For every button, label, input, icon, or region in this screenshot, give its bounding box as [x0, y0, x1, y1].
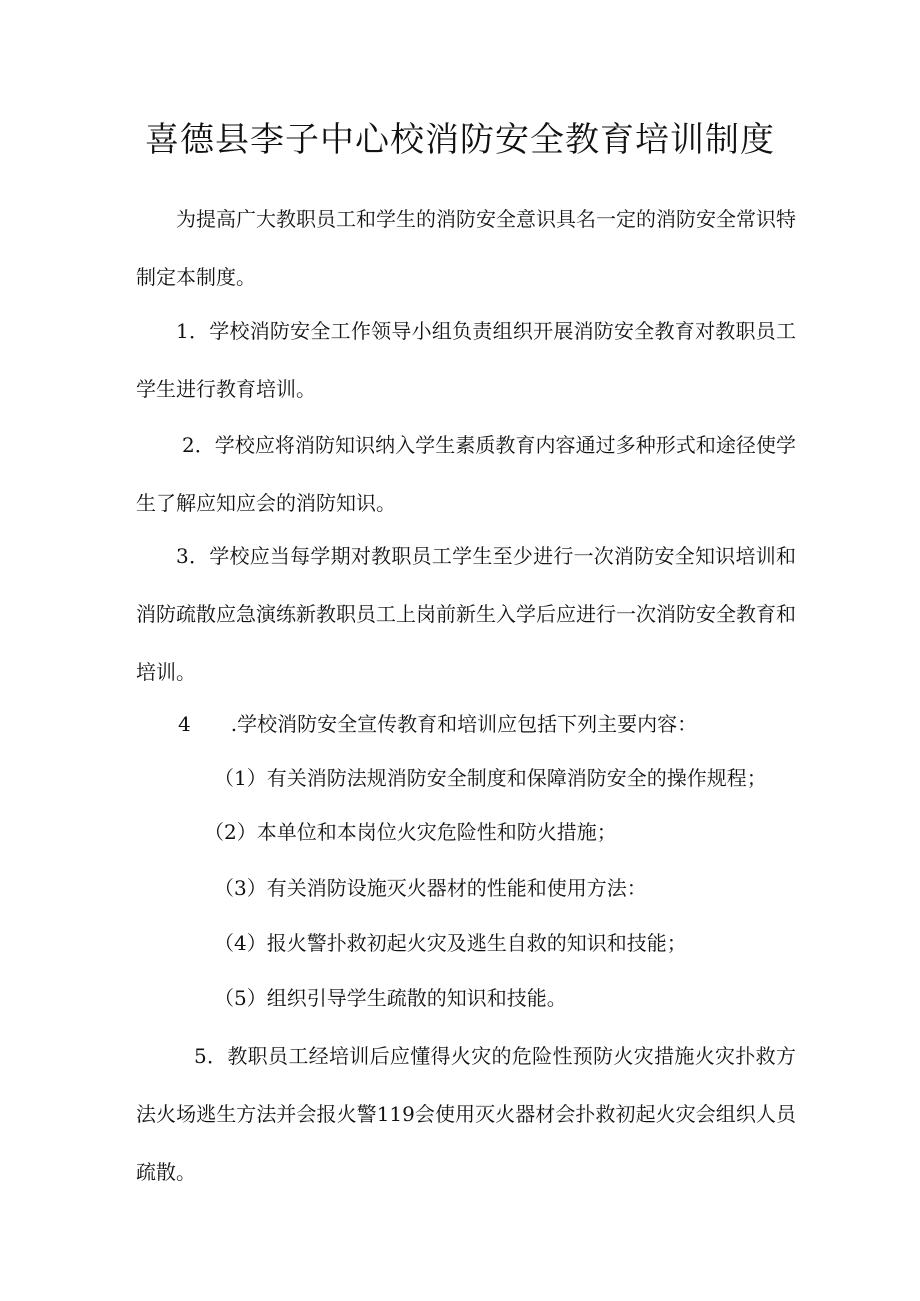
sub-item-5: （5）组织引导学生疏散的知识和技能。	[214, 986, 567, 1010]
rule-3-paragraph: 3．学校应当每学期对教职员工学生至少进行一次消防安全知识培训和消防疏散应急演练新教职员工上岗前新生入学后应进行一次消防安全教育和培训。	[136, 544, 796, 684]
rule-5-paragraph: 5．教职员工经培训后应懂得火灾的危险性预防火灾措施火灾扑救方法火场逃生方法并会报火警119会使用灭火器材会扑救初起火灾会组织人员疏散。	[136, 1044, 796, 1184]
sub-item-4: （4）报火警扑救初起火灾及逃生自救的知识和技能；	[214, 931, 687, 955]
sub-item-1: （1）有关消防法规消防安全制度和保障消防安全的操作规程；	[214, 766, 767, 790]
rule-4-paragraph: 4 .学校消防安全宣传教育和培训应包括下列主要内容：	[178, 712, 698, 736]
intro-paragraph: 为提高广大教职员工和学生的消防安全意识具名一定的消防安全常识特制定本制度。	[136, 207, 796, 289]
sub-item-2: （2）本单位和本岗位火灾危险性和防火措施；	[204, 820, 617, 844]
rule-1-paragraph: 1．学校消防安全工作领导小组负责组织开展消防安全教育对教职员工学生进行教育培训。	[136, 319, 796, 401]
sub-item-3: （3）有关消防设施灭火器材的性能和使用方法：	[214, 876, 647, 900]
rule-2-paragraph: 2．学校应将消防知识纳入学生素质教育内容通过多种形式和途径使学生了解应知应会的消防知识。	[136, 433, 796, 515]
document-title: 喜德县李子中心校消防安全教育培训制度	[145, 120, 775, 160]
